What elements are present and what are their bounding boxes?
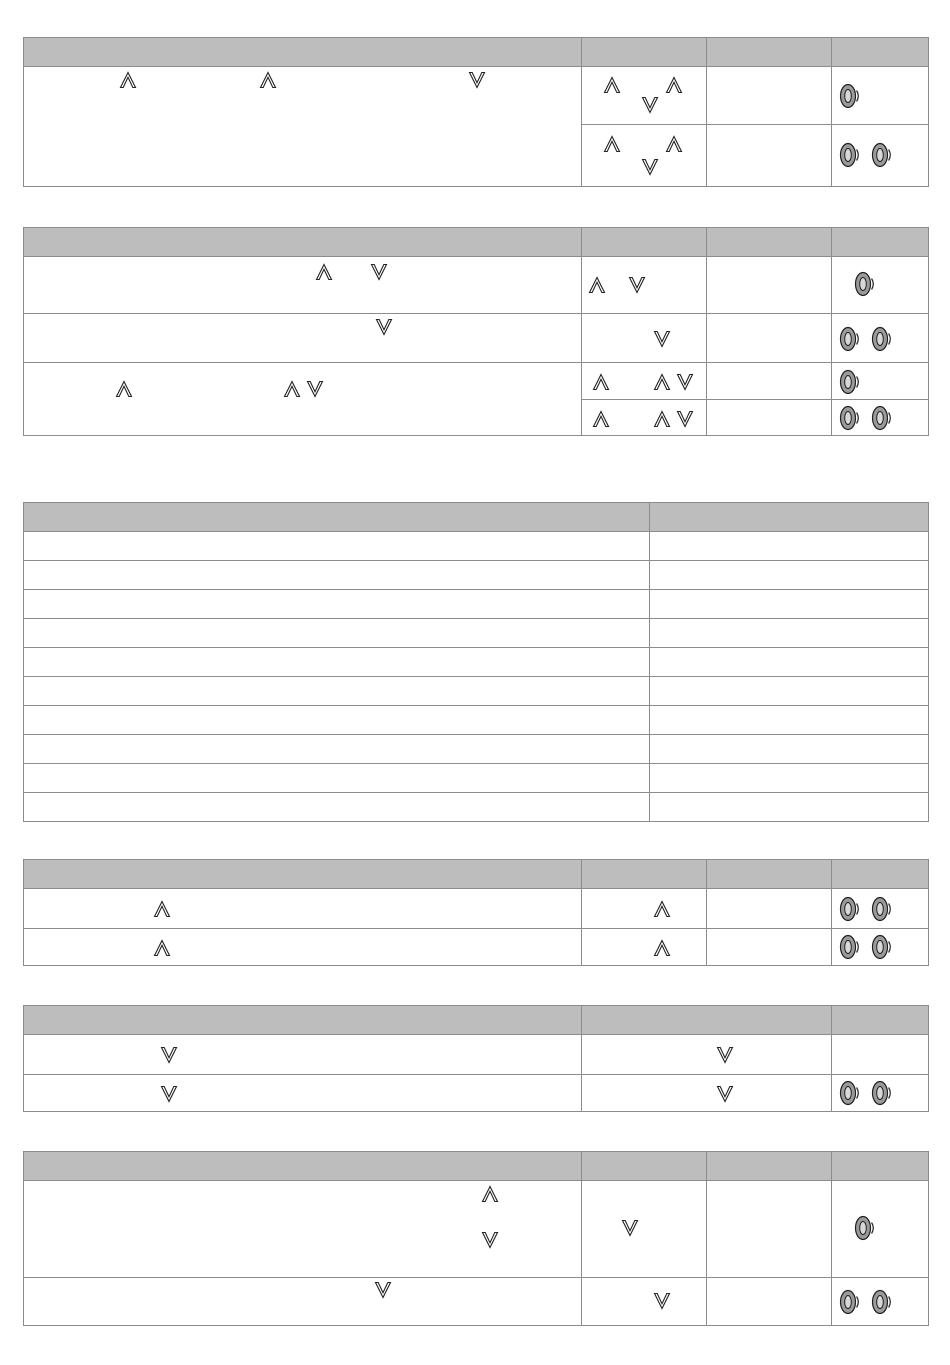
table-row <box>24 590 929 619</box>
table-cell <box>832 363 929 400</box>
table-cell <box>24 1035 582 1075</box>
table-cell <box>707 314 832 363</box>
down-arrow-icon <box>641 96 659 114</box>
up-arrow-icon <box>653 373 671 391</box>
up-arrow-icon <box>592 373 610 391</box>
table-cell <box>582 257 707 314</box>
table-header <box>24 860 929 889</box>
table-row <box>24 1035 929 1075</box>
down-arrow-icon <box>641 158 659 176</box>
up-arrow-icon <box>603 76 621 94</box>
table-cell <box>582 400 707 436</box>
table-cell <box>832 257 929 314</box>
table-1 <box>23 37 929 187</box>
up-arrow-icon <box>481 1185 499 1203</box>
header-cell <box>582 1006 832 1035</box>
header-cell <box>24 1152 582 1181</box>
table-cell <box>832 1181 929 1278</box>
table-row <box>24 363 929 400</box>
down-arrow-icon <box>375 318 393 336</box>
table-header <box>24 228 929 257</box>
table-header <box>24 38 929 67</box>
down-arrow-icon <box>306 380 324 398</box>
up-arrow-icon <box>283 380 301 398</box>
up-arrow-icon <box>653 410 671 428</box>
table-cell <box>582 889 707 929</box>
speaker-beep-icon <box>871 1289 893 1315</box>
table-cell <box>707 125 832 187</box>
speaker-beep-icon <box>871 405 893 431</box>
header-cell <box>832 38 929 67</box>
table-cell <box>650 619 929 648</box>
up-arrow-icon <box>653 939 671 957</box>
table-cell <box>707 1278 832 1326</box>
table-row <box>24 1181 929 1278</box>
down-arrow-icon <box>628 276 646 294</box>
down-arrow-icon <box>653 1292 671 1310</box>
table-cell <box>24 929 582 966</box>
table-cell <box>24 363 582 436</box>
speaker-beep-icon <box>839 1080 861 1106</box>
up-arrow-icon <box>653 900 671 918</box>
table-row <box>24 929 929 966</box>
down-arrow-icon <box>621 1219 639 1237</box>
down-arrow-icon <box>653 330 671 348</box>
up-arrow-icon <box>603 135 621 153</box>
table-cell <box>707 889 832 929</box>
table-6 <box>23 1151 929 1326</box>
table-cell <box>650 764 929 793</box>
down-arrow-icon <box>676 410 694 428</box>
down-arrow-icon <box>676 373 694 391</box>
table-row <box>24 314 929 363</box>
table-cell <box>24 1278 582 1326</box>
up-arrow-icon <box>592 410 610 428</box>
table-cell <box>832 400 929 436</box>
table-row <box>24 706 929 735</box>
table-cell <box>832 889 929 929</box>
table-row <box>24 889 929 929</box>
table-row <box>24 619 929 648</box>
table-cell <box>24 619 650 648</box>
down-arrow-icon <box>716 1085 734 1103</box>
table-cell <box>24 735 650 764</box>
up-arrow-icon <box>665 135 683 153</box>
speaker-beep-icon <box>839 369 861 395</box>
table-row <box>24 257 929 314</box>
up-arrow-icon <box>259 71 277 89</box>
table-cell <box>582 314 707 363</box>
header-cell <box>582 228 707 257</box>
header-cell <box>707 860 832 889</box>
up-arrow-icon <box>119 71 137 89</box>
table-cell <box>707 67 832 125</box>
table-cell <box>707 400 832 436</box>
header-cell <box>832 228 929 257</box>
table-cell <box>24 889 582 929</box>
table-cell <box>707 257 832 314</box>
table-cell <box>832 1075 929 1112</box>
speaker-beep-icon <box>839 896 861 922</box>
header-cell <box>832 860 929 889</box>
table-cell <box>582 1278 707 1326</box>
header-cell <box>707 1152 832 1181</box>
speaker-beep-icon <box>871 142 893 168</box>
table-cell <box>24 1181 582 1278</box>
table-row <box>24 793 929 822</box>
table-cell <box>24 67 582 187</box>
table-cell <box>650 677 929 706</box>
table-cell <box>650 648 929 677</box>
down-arrow-icon <box>481 1231 499 1249</box>
table-cell <box>650 532 929 561</box>
table-cell <box>650 706 929 735</box>
table-row <box>24 561 929 590</box>
header-cell <box>832 1006 929 1035</box>
table-cell <box>650 561 929 590</box>
table-header <box>24 1006 929 1035</box>
table-cell <box>24 764 650 793</box>
header-cell <box>24 503 650 532</box>
table-cell <box>582 929 707 966</box>
table-row <box>24 1278 929 1326</box>
table-cell <box>582 363 707 400</box>
speaker-beep-icon <box>839 326 861 352</box>
table-5 <box>23 1005 929 1112</box>
table-cell <box>832 1035 929 1075</box>
table-cell <box>832 125 929 187</box>
table-row <box>24 764 929 793</box>
header-cell <box>24 38 582 67</box>
table-cell <box>582 1181 707 1278</box>
table-4 <box>23 859 929 966</box>
up-arrow-icon <box>315 263 333 281</box>
table-header <box>24 503 929 532</box>
down-arrow-icon <box>160 1085 178 1103</box>
table-header <box>24 1152 929 1181</box>
up-arrow-icon <box>115 380 133 398</box>
speaker-beep-icon <box>839 405 861 431</box>
table-cell <box>832 1278 929 1326</box>
table-cell <box>582 1075 832 1112</box>
header-cell <box>832 1152 929 1181</box>
header-cell <box>707 38 832 67</box>
table-cell <box>582 125 707 187</box>
table-cell <box>650 793 929 822</box>
table-row <box>24 735 929 764</box>
table-2 <box>23 227 929 436</box>
table-row <box>24 67 929 125</box>
speaker-beep-icon <box>854 271 876 297</box>
header-cell <box>650 503 929 532</box>
speaker-beep-icon <box>871 1080 893 1106</box>
table-row <box>24 1075 929 1112</box>
down-arrow-icon <box>374 1281 392 1299</box>
table-cell <box>832 929 929 966</box>
down-arrow-icon <box>468 71 486 89</box>
header-cell <box>24 228 582 257</box>
table-cell <box>650 735 929 764</box>
table-cell <box>24 561 650 590</box>
table-cell <box>582 1035 832 1075</box>
table-cell <box>24 677 650 706</box>
table-cell <box>24 793 650 822</box>
speaker-beep-icon <box>839 934 861 960</box>
header-cell <box>582 38 707 67</box>
speaker-beep-icon <box>871 326 893 352</box>
table-cell <box>707 363 832 400</box>
table-cell <box>24 532 650 561</box>
table-row <box>24 532 929 561</box>
up-arrow-icon <box>153 939 171 957</box>
table-3 <box>23 502 929 822</box>
header-cell <box>707 228 832 257</box>
table-cell <box>707 929 832 966</box>
header-cell <box>24 860 582 889</box>
up-arrow-icon <box>588 276 606 294</box>
table-cell <box>832 314 929 363</box>
table-row <box>24 677 929 706</box>
table-cell <box>650 590 929 619</box>
speaker-beep-icon <box>839 83 861 109</box>
header-cell <box>582 860 707 889</box>
table-cell <box>832 67 929 125</box>
speaker-beep-icon <box>839 1289 861 1315</box>
table-cell <box>24 257 582 314</box>
down-arrow-icon <box>160 1046 178 1064</box>
up-arrow-icon <box>665 76 683 94</box>
table-cell <box>24 1075 582 1112</box>
down-arrow-icon <box>716 1046 734 1064</box>
table-cell <box>582 67 707 125</box>
down-arrow-icon <box>370 263 388 281</box>
speaker-beep-icon <box>854 1215 876 1241</box>
table-cell <box>24 590 650 619</box>
table-row <box>24 648 929 677</box>
up-arrow-icon <box>153 900 171 918</box>
table-cell <box>707 1181 832 1278</box>
table-cell <box>24 314 582 363</box>
header-cell <box>582 1152 707 1181</box>
table-cell <box>24 648 650 677</box>
speaker-beep-icon <box>839 142 861 168</box>
speaker-beep-icon <box>871 896 893 922</box>
table-cell <box>24 706 650 735</box>
header-cell <box>24 1006 582 1035</box>
speaker-beep-icon <box>871 934 893 960</box>
